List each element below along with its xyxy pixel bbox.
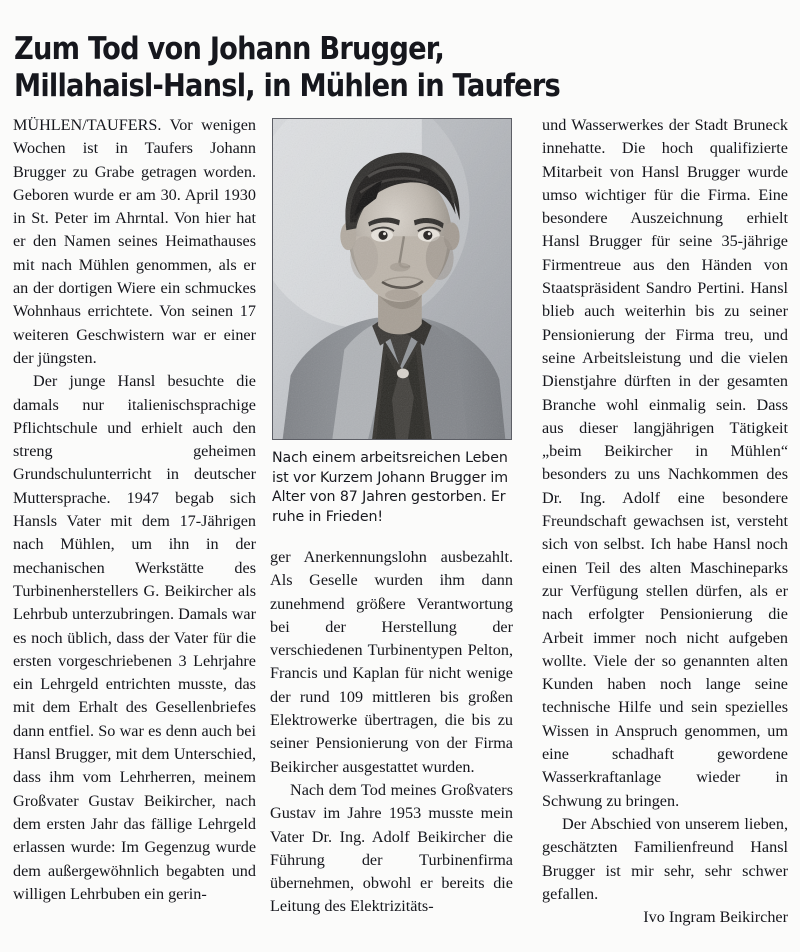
paragraph: Der junge Hansl besuchte die damals nur italienischsprachige Pflichtschule und erhielt auch den streng geheimen Grundschulunterricht in deutscher Muttersprache. 1947 begab sich Hansls Vater mit dem 17-Jährigen nach Mühlen, um ihn in der mechanischen Werkstätte des Turbinenherstellers G. Beikircher als Lehrbub unterzubringen. Damals war es noch üblich, dass der Vater für die ersten vorgeschriebenen 3 Lehrjahre ein Lehrgeld entrichten musste, das mit dem Erhalt des Gesellenbriefes dann entfiel. So war es denn auch bei Hansl Brugger, mit dem Unterschied, dass ihm vom Lehrherren, meinem Großvater Gustav Beikircher, nach dem ersten Jahr das fällige Lehrgeld erlassen wurde: Im Gegenzug wurde dem außergewöhnlich begabten und willigen Lehrbuben ein gerin- xyxy=(13,372,256,903)
headline-line-2: Millahaisl-Hansl, in Mühlen in Taufers xyxy=(14,67,560,104)
article-columns xyxy=(0,114,800,952)
article-headline xyxy=(14,31,693,105)
paragraph: MÜHLEN/TAUFERS. Vor wenigen Wochen ist in Taufers Johann Brugger zu Grabe getragen worden. Geboren wurde er am 30. April 1930 in St. Peter im Ahrntal. Von hier hat er den Namen seines Heimathauses mit nach Mühlen genommen, als er an der dortigen Wiere ein schmuckes Wohnhaus errichtete. Von seinen 17 weiteren Geschwistern war er einer der jüngsten. xyxy=(13,116,256,367)
paragraph: Der Abschied von unserem lieben, geschätzten Familienfreund Hansl Brugger ist mir sehr, sehr schwer gefallen. xyxy=(542,814,788,903)
paragraph: und Wasserwerkes der Stadt Bruneck innehatte. Die hoch qualifizierte Mitarbeit von Hansl Brugger wurde umso wichtiger für die Firma. Eine besondere Auszeichnung erhielt Hansl Brugger für seine 35-jährige Firmentreue aus den Händen von Staatspräsident Sandro Pertini. Hansl blieb auch weiterhin bis zu seiner Pensionierung der Firma treu, und seine Arbeitsleistung und die vielen Dienstjahre dürften in der gesamten Branche wohl einmalig sein. Dass aus dieser langjährigen Tätigkeit „beim Beikircher in Mühlen“ besonders zu uns Nachkommen des Dr. Ing. Adolf eine besondere Freundschaft gewachsen ist, versteht sich von selbst. Ich habe Hansl noch einen Teil des alten Maschineparks zur Verfügung stellen dürfen, als er nach erfolgter Pensionierung die Arbeit immer noch nicht aufgeben wollte. Viele der so genannten alten Kunden haben noch lange seine technische Hilfe und sein spezielles Wissen in Anspruch genommen, um eine schadhaft gewordene Wasserkraftanlage wieder in Schwung zu bringen. xyxy=(542,116,788,810)
headline-line-1: Zum Tod von Johann Brugger, xyxy=(14,30,445,67)
paragraph: ger Anerkennungslohn ausbezahlt. Als Geselle wurden ihm dann zunehmend größere Verantwortung bei der Herstellung der verschiedenen Turbinentypen Pelton, Francis und Kaplan für nicht wenige der rund 109 mittleren bis großen Elektrowerke übertragen, die bis zu seiner Pensionierung von der Firma Beikircher ausgestattet wurden. xyxy=(270,548,513,776)
photo-caption: Nach einem arbeitsreichen Leben ist vor Kurzem Johann Brugger im Alter von 87 Jahren gestorben. Er ruhe in Frieden! xyxy=(272,450,508,525)
article-column-1 xyxy=(13,114,256,952)
paragraph: Nach dem Tod meines Großvaters Gustav im Jahre 1953 musste mein Vater Dr. Ing. Adolf Beikircher die Führung der Turbinenfirma übernehmen, obwohl er bereits die Leitung des Elektrizitäts- xyxy=(270,780,513,916)
article-signature: Ivo Ingram Beikircher xyxy=(643,908,788,927)
column-2-text xyxy=(270,546,513,919)
article-column-3 xyxy=(542,114,788,952)
article-column-2 xyxy=(270,114,513,952)
